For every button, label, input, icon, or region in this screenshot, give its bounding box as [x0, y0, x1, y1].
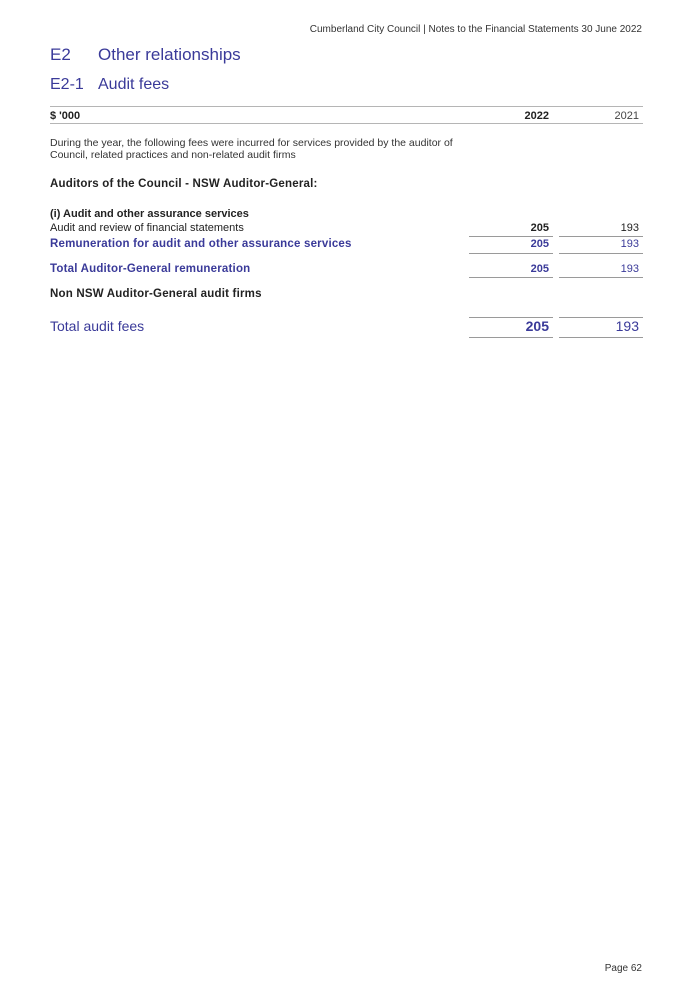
group-heading: Auditors of the Council - NSW Auditor-General:: [50, 178, 318, 190]
subsection-heading: [50, 76, 169, 94]
table-row: [50, 263, 643, 279]
subsection-number: E2-1: [50, 76, 84, 93]
grand-total-bottom-rule-prior: [559, 337, 643, 338]
non-nsw-heading-row: [50, 288, 643, 304]
non-nsw-heading: Non NSW Auditor-General audit firms: [50, 288, 262, 300]
unit-label: $ '000: [50, 110, 81, 122]
group-heading-row: [50, 178, 643, 194]
grand-total-bottom-rule-current: [469, 337, 553, 338]
section-heading: [50, 45, 241, 65]
column-header-current: 2022: [524, 110, 549, 122]
row-value-current: 205: [530, 238, 549, 250]
row-value-prior: 193: [620, 238, 639, 250]
grand-total-row: [50, 318, 643, 338]
row-label: Total Auditor-General remuneration: [50, 263, 251, 275]
total-rule-current: [469, 277, 553, 278]
subtotal-rule-prior: [559, 253, 643, 254]
table-row: [50, 238, 643, 254]
subtotal-rule-prior: [559, 236, 643, 237]
row-value-current: 205: [530, 222, 549, 234]
running-header: Cumberland City Council | Notes to the Financial Statements 30 June 2022: [309, 24, 642, 35]
grand-total-current: 205: [525, 318, 549, 334]
table-row: [50, 222, 643, 238]
subtotal-rule-current: [469, 253, 553, 254]
row-label: Remuneration for audit and other assurance services: [50, 238, 352, 250]
grand-total-prior: 193: [615, 318, 639, 334]
header-bottom-rule: [50, 123, 643, 124]
subsection-title: Audit fees: [98, 76, 170, 93]
intro-paragraph: During the year, the following fees were incurred for services provided by the auditor of Council, related practices and non-related audit firms: [50, 137, 453, 161]
total-rule-prior: [559, 277, 643, 278]
page-number: Page 62: [604, 963, 642, 974]
column-header-prior: 2021: [614, 110, 639, 122]
subtotal-rule-current: [469, 236, 553, 237]
section-number: E2: [50, 45, 71, 64]
row-label: Audit and review of financial statements: [50, 222, 244, 234]
row-value-prior: 193: [620, 222, 639, 234]
row-value-prior: 193: [620, 263, 639, 275]
table-top-rule: [50, 106, 643, 107]
subgroup-heading: (i) Audit and other assurance services: [50, 208, 249, 220]
row-value-current: 205: [530, 263, 549, 275]
section-title: Other relationships: [98, 45, 241, 64]
grand-total-label: Total audit fees: [50, 318, 145, 334]
